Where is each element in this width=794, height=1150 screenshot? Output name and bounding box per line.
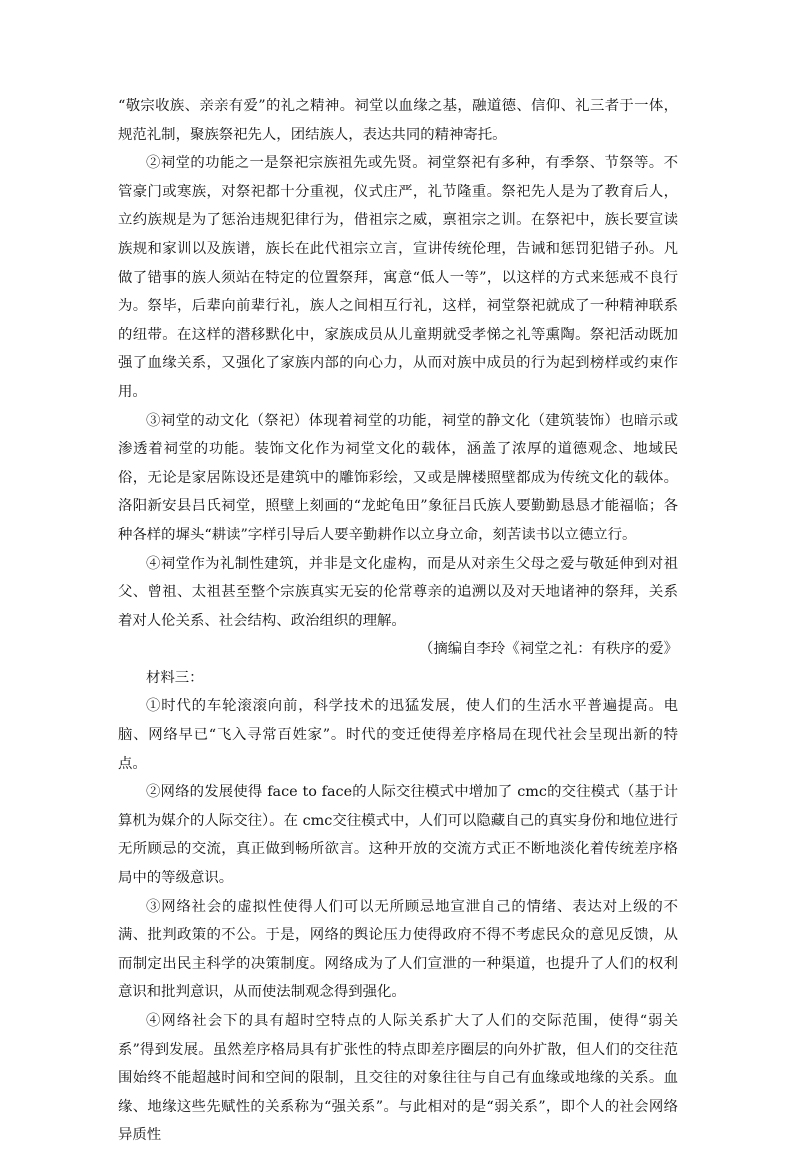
- material3-paragraph-2: ②网络的发展使得 face to face的人际交往模式中增加了 cmc的交往模式（基于计算机为媒介的人际交往）。在 cmc交往模式中，人们可以隐藏自己的真实身份和地位进行无所顾忌的交流，真正做到畅所欲言。这种开放的交流方式正不断地淡化着传统差序格局中的等级意识。: [118, 784, 678, 887]
- source-citation: （摘编自李玲《祠堂之礼：有秩序的爱》: [418, 641, 678, 658]
- paragraph-4: ④祠堂作为礼制性建筑，并非是文化虚构，而是从对亲生父母之爱与敬延伸到对祖父、曾祖、太祖甚至整个宗族真实无妄的伦常尊亲的追溯以及对天地诸神的祭拜，关系着对人伦关系、社会结构、政治组织的理解。: [118, 555, 678, 629]
- material3-paragraph-4: ④网络社会下的具有超时空特点的人际关系扩大了人们的交际范围，使得“弱关系”得到发展。虽然差序格局具有扩张性的特点即差序圈层的向外扩散，但人们的交往范围始终不能超越时间和空间的限制，且交往的对象往往与自己有血缘或地缘的关系。血缘、地缘这些先赋性的关系称为“强关系”。与此相对的是“弱关系”，即个人的社会网络异质性: [118, 1013, 678, 1144]
- paragraph-intro: “敬宗收族、亲亲有爱”的礼之精神。祠堂以血缘之基，融道德、信仰、礼三者于一体，规范礼制，聚族祭祀先人，团结族人，表达共同的精神寄托。: [118, 98, 678, 143]
- material3-paragraph-1: ①时代的车轮滚滚向前，科学技术的迅猛发展，使人们的生活水平普遍提高。电脑、网络早已“飞入寻常百姓家”。时代的变迁使得差序格局在现代社会呈现出新的特点。: [118, 698, 678, 772]
- paragraph-2: ②祠堂的功能之一是祭祀宗族祖先或先贤。祠堂祭祀有多种，有季祭、节祭等。不管豪门或寒族，对祭祀都十分重视，仪式庄严，礼节隆重。祭祀先人是为了教育后人，立约族规是为了惩治违规犯律行为，借祖宗之威，禀祖宗之训。在祭祀中，族长要宣读族规和家训以及族谱，族长在此代祖宗立言，宣讲传统伦理，告诫和惩罚犯错子孙。凡做了错事的族人须站在特定的位置祭拜，寓意“低人一等”，以这样的方式来惩戒不良行为。祭毕，后辈向前辈行礼，族人之间相互行礼，这样，祠堂祭祀就成了一种精神联系的纽带。在这样的潜移默化中，家族成员从儿童期就受孝悌之礼等熏陶。祭祀活动既加强了血缘关系，又强化了家族内部的向心力，从而对族中成员的行为起到榜样或约束作用。: [118, 155, 678, 400]
- paragraph-3: ③祠堂的动文化（祭祀）体现着祠堂的功能，祠堂的静文化（建筑装饰）也暗示或渗透着祠堂的功能。装饰文化作为祠堂文化的载体，涵盖了浓厚的道德观念、地域民俗，无论是家居陈设还是建筑中的雕饰彩绘，又或是牌楼照壁都成为传统文化的载体。洛阳新安县吕氏祠堂，照壁上刻画的“龙蛇龟田”象征吕氏族人要勤勤恳恳才能福临；各种各样的墀头“耕读”字样引导后人要辛勤耕作以立身立命，刻苦读书以立德立行。: [118, 412, 678, 543]
- section-label-material-3: 材料三：: [146, 669, 204, 686]
- material3-paragraph-3: ③网络社会的虚拟性使得人们可以无所顾忌地宣泄自己的情绪、表达对上级的不满、批判政策的不公。于是，网络的舆论压力使得政府不得不考虑民众的意见反馈，从而制定出民主科学的决策制度。网络成为了人们宣泄的一种渠道，也提升了人们的权利意识和批判意识，从而使法制观念得到强化。: [118, 898, 678, 1001]
- document-page: [118, 92, 678, 1150]
